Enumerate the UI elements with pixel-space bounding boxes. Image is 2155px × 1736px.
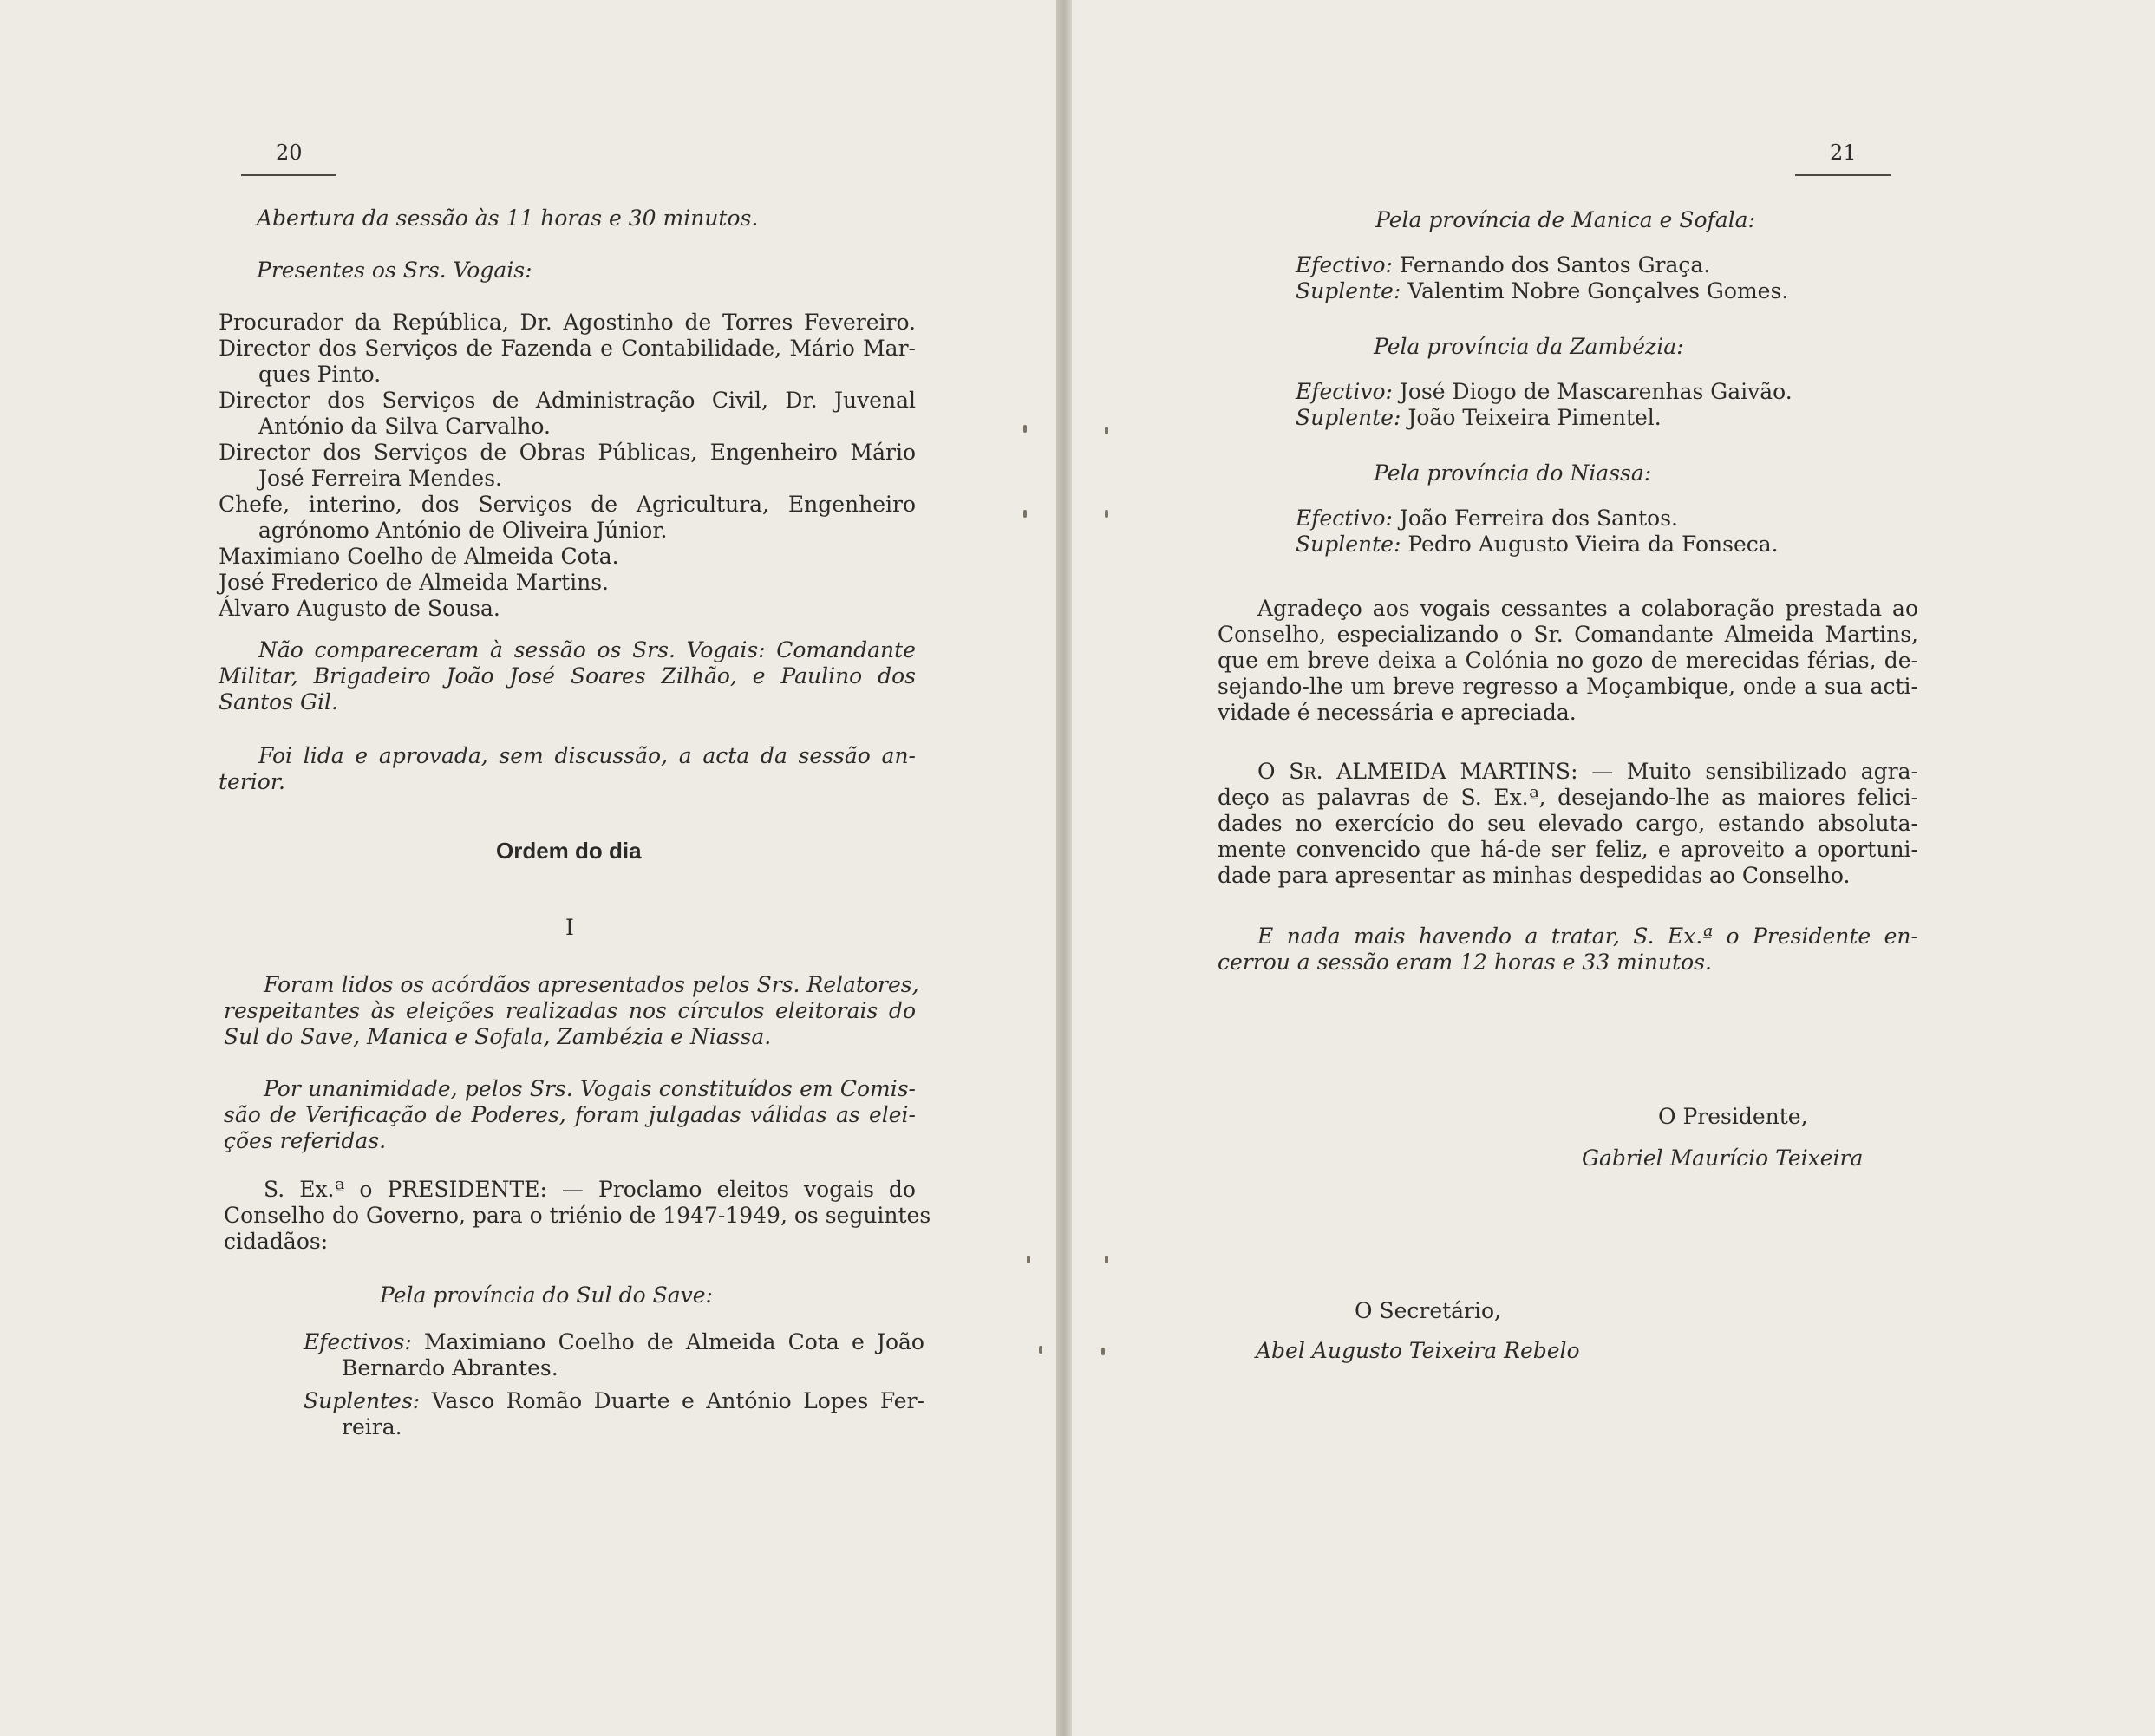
right-page: [1072, 0, 2155, 1736]
suplentes-names: Vasco Romão Duarte e António Lopes Fer-: [431, 1388, 924, 1413]
suplente-name: Pedro Augusto Vieira da Fonseca.: [1407, 532, 1779, 557]
province-heading-niassa: Pela província do Niassa:: [1374, 460, 1652, 486]
reply-speaker-smallcaps: R: [1303, 764, 1316, 783]
present-line: José Ferreira Mendes.: [258, 466, 502, 491]
reply-line: dades no exercício do seu elevado cargo, estando absoluta-: [1218, 811, 1918, 836]
minutes-line: Foi lida e aprovada, sem discussão, a acta da sessão an-: [258, 743, 916, 768]
page-number-right: 21: [1830, 140, 1857, 165]
efectivos-names: Maximiano Coelho de Almeida Cota e João: [424, 1329, 924, 1354]
efectivo-label: Efectivo:: [1296, 379, 1393, 404]
suplente-name: João Teixeira Pimentel.: [1407, 405, 1662, 430]
suplentes-label: Suplentes:: [304, 1388, 421, 1413]
efectivo-name: José Diogo de Mascarenhas Gaivão.: [1399, 379, 1793, 404]
present-line: Director dos Serviços de Obras Públicas, Engenheiro Mário: [219, 440, 916, 465]
present-line: António da Silva Carvalho.: [258, 414, 551, 439]
president-line: cidadãos:: [224, 1229, 329, 1254]
binding-hole: [1023, 510, 1027, 518]
binding-hole: [1105, 427, 1108, 434]
closing-line: cerrou a sessão eram 12 horas e 33 minutos.: [1218, 950, 1712, 975]
suplente-label: Suplente:: [1296, 405, 1401, 430]
suplente-label: Suplente:: [1296, 532, 1401, 557]
efectivo-name: Fernando dos Santos Graça.: [1399, 252, 1711, 277]
present-line: José Frederico de Almeida Martins.: [219, 570, 609, 595]
present-line: Director dos Serviços de Fazenda e Contabilidade, Mário Mar-: [219, 336, 916, 361]
efectivo-name: João Ferreira dos Santos.: [1399, 506, 1678, 531]
binding-hole: [1105, 510, 1108, 518]
thanks-line: Agradeço aos vogais cessantes a colaboração prestada ao: [1257, 596, 1918, 621]
thanks-line: vidade é necessária e apreciada.: [1218, 700, 1577, 725]
page-number-left: 20: [276, 140, 303, 165]
president-line: Conselho do Governo, para o triénio de 1947-1949, os seguintes: [224, 1203, 931, 1228]
binding-hole: [1101, 1348, 1105, 1355]
absent-line: Santos Gil.: [219, 689, 338, 715]
page-number-rule-left: [241, 174, 336, 176]
present-line: Álvaro Augusto de Sousa.: [219, 596, 500, 621]
agenda-title: Ordem do dia: [496, 838, 642, 864]
reply-line: mente convencido que há-de ser feliz, e aproveito a oportuni-: [1218, 837, 1918, 862]
present-line: Procurador da República, Dr. Agostinho de Torres Fevereiro.: [219, 310, 916, 335]
present-line: agrónomo António de Oliveira Júnior.: [258, 518, 668, 543]
reply-first-line-rest: . ALMEIDA MARTINS: — Muito sensibilizado agra-: [1316, 759, 1918, 784]
niassa-efectivo: [1296, 505, 1678, 532]
binding-hole: [1023, 425, 1027, 433]
page-number-rule-right: [1795, 174, 1891, 176]
binding-hole: [1039, 1346, 1042, 1354]
suplente-label: Suplente:: [1296, 278, 1401, 303]
present-line: Maximiano Coelho de Almeida Cota.: [219, 544, 619, 569]
president-title: O Presidente,: [1658, 1104, 1808, 1129]
efectivos-names-cont: Bernardo Abrantes.: [342, 1355, 558, 1380]
efectivo-label: Efectivo:: [1296, 252, 1393, 277]
suplentes-line: [304, 1387, 924, 1414]
secretary-name: Abel Augusto Teixeira Rebelo: [1256, 1338, 1580, 1363]
present-line: Chefe, interino, dos Serviços de Agricultura, Engenheiro: [219, 492, 916, 517]
thanks-line: sejando-lhe um breve regresso a Moçambique, onde a sua acti-: [1218, 674, 1918, 699]
president-line: S. Ex.ª o PRESIDENTE: — Proclamo eleitos vogais do: [264, 1177, 916, 1202]
section-number: I: [565, 915, 574, 940]
efectivo-label: Efectivo:: [1296, 506, 1393, 531]
suplentes-names-cont: reira.: [342, 1414, 402, 1439]
province-heading-manica: Pela província de Manica e Sofala:: [1375, 207, 1756, 232]
absent-line: Militar, Brigadeiro João José Soares Zilhão, e Paulino dos: [219, 663, 916, 689]
present-heading: Presentes os Srs. Vogais:: [257, 258, 532, 283]
closing-line: E nada mais havendo a tratar, S. Ex.ª o Presidente en-: [1257, 923, 1918, 949]
present-line: Director dos Serviços de Administração Civil, Dr. Juvenal: [219, 388, 916, 413]
reply-line: deço as palavras de S. Ex.ª, desejando-lhe as maiores felici-: [1218, 785, 1918, 810]
book-gutter: [1056, 0, 1072, 1736]
province-heading-zambezia: Pela província da Zambézia:: [1374, 334, 1684, 359]
manica-suplente: [1296, 277, 1788, 304]
thanks-line: que em breve deixa a Colónia no gozo de merecidas férias, de-: [1218, 648, 1918, 673]
reply-speaker-prefix: O S: [1257, 759, 1304, 784]
thanks-line: Conselho, especializando o Sr. Comandante Almeida Martins,: [1218, 622, 1918, 647]
reports-line: Foram lidos os acórdãos apresentados pelos Srs. Relatores,: [264, 972, 919, 997]
reply-line: dade para apresentar as minhas despedidas ao Conselho.: [1218, 863, 1851, 888]
reports-line: Sul do Save, Manica e Sofala, Zambézia e Niassa.: [224, 1024, 772, 1049]
efectivos-line: [304, 1328, 924, 1355]
niassa-suplente: [1296, 531, 1779, 558]
manica-efectivo: [1296, 251, 1710, 278]
unanimity-line: ções referidas.: [224, 1128, 387, 1153]
president-name: Gabriel Maurício Teixeira: [1582, 1145, 1864, 1171]
minutes-line: terior.: [219, 769, 285, 794]
left-page: [0, 0, 1056, 1736]
province-heading-sul-save: Pela província do Sul do Save:: [380, 1282, 713, 1308]
reports-line: respeitantes às eleições realizadas nos círculos eleitorais do: [224, 998, 916, 1023]
zambezia-suplente: [1296, 404, 1662, 431]
secretary-title: O Secretário,: [1355, 1298, 1502, 1323]
suplente-name: Valentim Nobre Gonçalves Gomes.: [1407, 278, 1789, 303]
session-opening: Abertura da sessão às 11 horas e 30 minutos.: [257, 206, 759, 231]
efectivos-label: Efectivos:: [304, 1329, 412, 1354]
reply-line: [1218, 758, 1918, 787]
present-line: ques Pinto.: [258, 362, 382, 387]
zambezia-efectivo: [1296, 378, 1793, 405]
unanimity-line: são de Verificação de Poderes, foram julgadas válidas as elei-: [224, 1102, 916, 1127]
unanimity-line: Por unanimidade, pelos Srs. Vogais constituídos em Comis-: [264, 1076, 916, 1101]
absent-line: Não compareceram à sessão os Srs. Vogais: Comandante: [258, 637, 916, 662]
binding-hole: [1105, 1256, 1108, 1263]
binding-hole: [1027, 1256, 1030, 1263]
